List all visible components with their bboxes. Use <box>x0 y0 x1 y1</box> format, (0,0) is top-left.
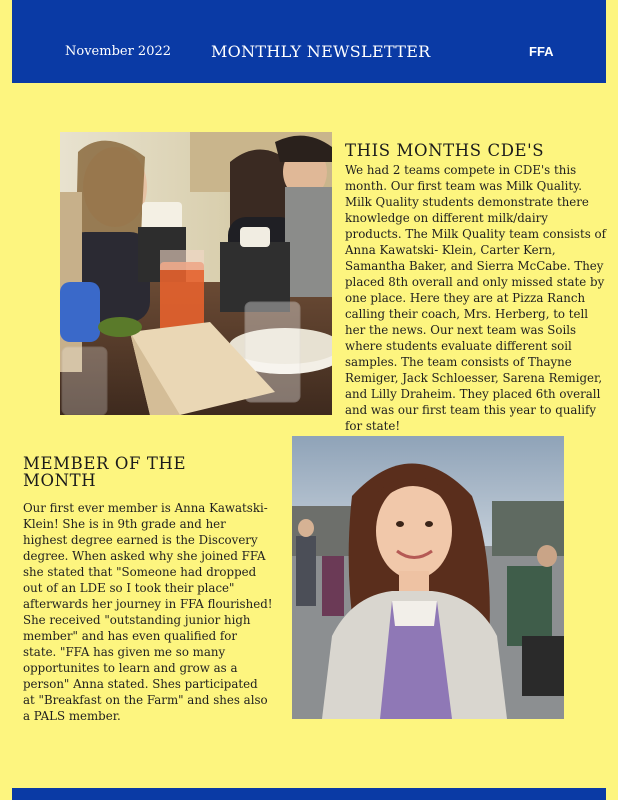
cde-team-photo <box>60 132 332 415</box>
cde-section-heading: THIS MONTHS CDE'S <box>345 141 545 160</box>
member-section-heading: MEMBER OF THE MONTH <box>23 454 187 490</box>
footer-bar <box>12 788 606 800</box>
masthead-bar <box>12 0 606 83</box>
organization-name: FFA <box>529 44 554 59</box>
cde-section-body: We had 2 teams compete in CDE's this month. Our first team was Milk Quality. Milk Quality students demonstrate there knowledge on different milk/dairy products. The Milk Quality team consists of Anna Kawatski- Klein, Carter Kern, Samantha Baker, and Sierra McCabe. They placed 8th overall and only missed state by one place. Here they are at Pizza Ranch calling their coach, Mrs. Herberg, to tell her the news. Our next team was Soils where students evaluate different soil samples. The team consists of Thayne Remiger, Jack Schloesser, Sarena Remiger, and Lilly Draheim. They placed 6th overall and was our first team this year to qualify for state! <box>345 163 606 433</box>
newsletter-title: MONTHLY NEWSLETTER <box>211 42 431 61</box>
member-portrait-photo <box>292 436 564 719</box>
newsletter-date: November 2022 <box>65 44 172 59</box>
member-section-body: Our first ever member is Anna Kawatski-Klein! She is in 9th grade and her highest degree earned is the Discovery degree. When asked why she joined FFA she stated that "Someone had dropped out of an LDE so I took their place" afterwards her journey in FFA flourished! She received "outstanding junior high member" and has even qualified for state. "FFA has given me so many opportunites to learn and grow as a person" Anna stated. Shes participated at "Breakfast on the Farm" and shes also a PALS member. <box>23 501 273 723</box>
